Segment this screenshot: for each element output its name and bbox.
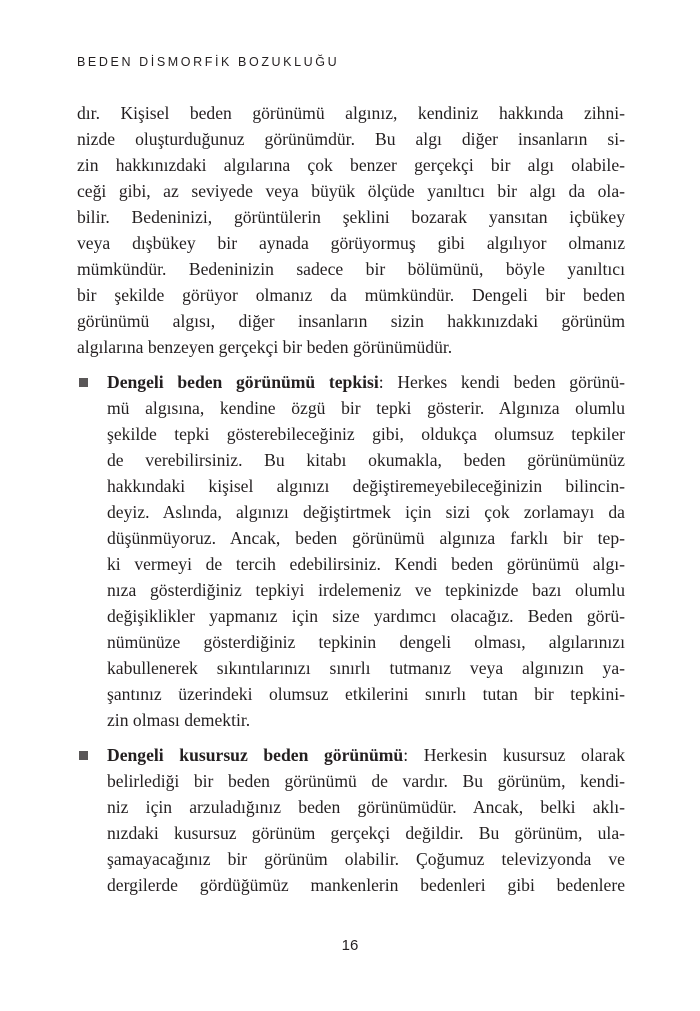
text-line: dır. Kişisel beden görünümü algınız, kendiniz hakkında zihni-: [77, 103, 625, 123]
bullet-2-first-rest: : Herkesin kusursuz olarak: [403, 745, 626, 765]
text-line: değişiklikler yapmanız için size yardımcı olacağız. Beden görü-: [107, 606, 625, 626]
text-line: bir şekilde görüyor olmanız da mümkündür. Dengeli bir beden: [77, 285, 625, 305]
text-line: görünümü algısı, diğer insanların sizin hakkınızdaki görünüm: [77, 311, 625, 331]
text-line: düşünmüyoruz. Ancak, beden görünümü algınıza farklı bir tep-: [107, 528, 625, 548]
running-head: BEDEN DİSMORFİK BOZUKLUĞU: [77, 55, 340, 69]
text-line: algılarına benzeyen gerçekçi bir beden görünümüdür.: [77, 337, 453, 357]
bullet-1-text: [77, 395, 625, 733]
text-line: nümünüze gösterdiğiniz tepkinin dengeli olması, algılarınızı: [107, 632, 625, 652]
bullet-1-term: Dengeli beden görünümü tepkisi: [107, 372, 379, 392]
page-number: 16: [341, 937, 359, 954]
text-line: zin olması demektir.: [107, 710, 251, 730]
text-line: nıza gösterdiğiniz tepkiyi irdelemeniz ve tepkinizde bazı olumlu: [107, 580, 625, 600]
square-bullet-icon: [79, 378, 88, 387]
bullet-2-text: [77, 768, 625, 898]
text-line: de verebilirsiniz. Bu kitabı okumakla, beden görünümünüz: [107, 450, 625, 470]
intro-paragraph: [77, 100, 625, 360]
bullet-1-first-line: [77, 369, 625, 395]
text-line: şamayacağınız bir görünüm olabilir. Çoğumuz televizyonda ve: [107, 849, 625, 869]
square-bullet-icon: [79, 751, 88, 760]
text-line: kabullenerek sıkıntılarınızı sınırlı tutmanız veya algınızın ya-: [107, 658, 625, 678]
bullet-item-1: [77, 369, 625, 733]
text-line: zin hakkınızdaki algılarına çok benzer gerçekçi bir algı olabile-: [77, 155, 625, 175]
bullet-2-term: Dengeli kusursuz beden görünümü: [107, 745, 404, 765]
text-line: niz için arzuladığınız beden görünümüdür. Ancak, belki aklı-: [107, 797, 625, 817]
text-line: belirlediği bir beden görünümü de vardır. Bu görünüm, kendi-: [107, 771, 625, 791]
text-line: nızdaki kusursuz görünüm gerçekçi değildir. Bu görünüm, ula-: [107, 823, 625, 843]
bullet-2-first-line: [77, 742, 625, 768]
bullet-item-2: [77, 742, 625, 898]
text-line: veya dışbükey bir aynada görüyormuş gibi algılıyor olmanız: [77, 233, 625, 253]
text-line: deyiz. Aslında, algınızı değiştirtmek için sizi çok zorlamayı da: [107, 502, 625, 522]
text-line: hakkındaki kişisel algınızı değiştiremeyebileceğinizin bilincin-: [107, 476, 625, 496]
body-text: [77, 100, 625, 898]
text-line: ceği gibi, az seviyede veya büyük ölçüde yanıltıcı bir algı da ola-: [77, 181, 625, 201]
text-line: nizde oluşturduğunuz görünümdür. Bu algı diğer insanların si-: [77, 129, 625, 149]
text-line: şekilde tepki gösterebileceğiniz gibi, oldukça olumsuz tepkiler: [107, 424, 625, 444]
text-line: dergilerde gördüğümüz mankenlerin bedenleri gibi bedenlere: [107, 875, 625, 895]
text-line: şantınız üzerindeki olumsuz etkilerini sınırlı tutan bir tepkini-: [107, 684, 625, 704]
text-line: mümkündür. Bedeninizin sadece bir bölümünü, böyle yanıltıcı: [77, 259, 625, 279]
bullet-1-first-rest: : Herkes kendi beden görünü-: [378, 372, 625, 392]
text-line: bilir. Bedeninizi, görüntülerin şeklini bozarak yansıtan içbükey: [77, 207, 625, 227]
text-line: ki vermeyi de tercih edebilirsiniz. Kendi beden görünümü algı-: [107, 554, 625, 574]
text-line: mü algısına, kendine özgü bir tepki gösterir. Algınıza olumlu: [107, 398, 625, 418]
